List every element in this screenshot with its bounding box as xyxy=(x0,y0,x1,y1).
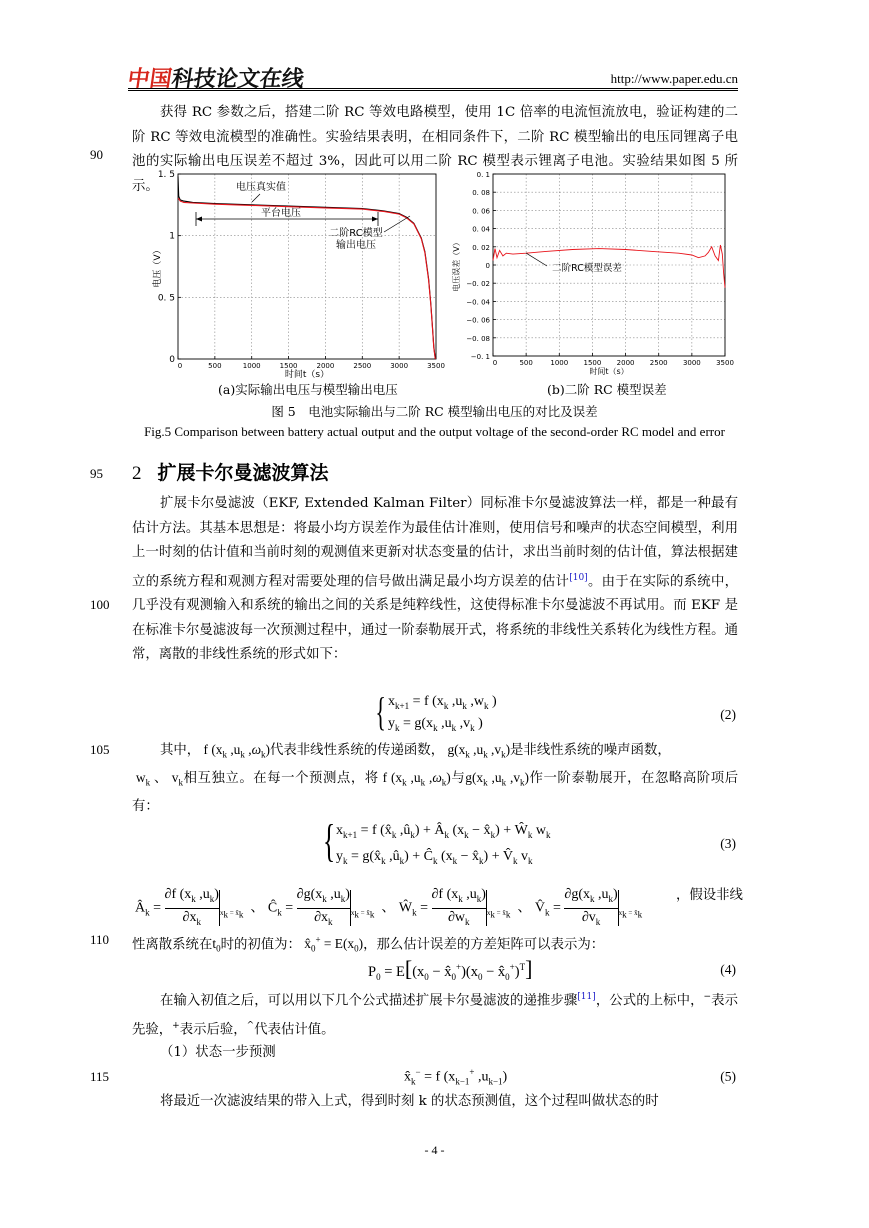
y-axis-label: 电压误差（V） xyxy=(452,238,461,292)
x-axis-label: 时间t（s） xyxy=(284,370,330,380)
equation-3-line-1: $x_{k+1} = f$ ($x̂_k$ $,û_k$) + $Â_k$ ($x_k$ − $x̂_k$) + $Ŵ_k$ $w_k$ xyxy=(336,823,551,840)
paragraph-3: 其中， f ($x_k$ $,u_k$ $,\omega_k$)代表非线性系统的传递函数， $g(x_k$ $,u_k$ $,v_k$)是非线性系统的噪声函数， xyxy=(160,742,671,760)
y-tick-label: 0. 5 xyxy=(157,293,175,304)
x-tick-label: 3000 xyxy=(682,359,701,367)
x-tick-label: 500 xyxy=(208,362,222,370)
x-tick-label: 2000 xyxy=(316,362,335,370)
line-number-105: 105 xyxy=(90,742,110,757)
x-tick-label: 2500 xyxy=(353,362,372,370)
paragraph-6: 在输入初值之后，可以用以下几个公式描述扩展卡尔曼滤波的递推步骤[11]，公式的上标中，−表示先验，+表示后验，^代表估计值。 xyxy=(132,992,739,1038)
equation-4: $P_0 = E[(x_0$ − $x̂_0^+)(x_0$ − $x̂_0^+)^T$] xyxy=(368,956,533,982)
y-tick-label: 0 xyxy=(485,262,490,270)
figure-subcaption-b: (b)二阶 RC 模型误差 xyxy=(547,382,667,397)
y-tick-label: −0. 08 xyxy=(466,334,490,343)
x-tick-label: 3000 xyxy=(390,362,409,370)
series-line xyxy=(178,199,435,359)
annotation-arrow xyxy=(252,194,260,202)
x-tick-label: 1000 xyxy=(550,359,569,367)
y-tick-label: −0. 06 xyxy=(466,316,490,325)
page-number: - 4 - xyxy=(424,1143,445,1157)
x-tick-label: 1500 xyxy=(583,359,602,367)
line-number-110: 110 xyxy=(90,932,110,947)
equation-2-line-2: $y_k = g(x_k$ $,u_k$ $,v_k$ ) xyxy=(388,716,483,733)
equation-5-number: (5) xyxy=(720,1069,736,1084)
equation-2-number: (2) xyxy=(720,707,736,722)
paragraph-5: 性离散系统在$t_0$时的初值为： $x̂_0^+ = E(x_0)$，那么估计误差的方差矩阵可以表示为： xyxy=(132,935,605,955)
jacobian-definitions: $Â_k$ = $\frac{\partial f (x_k ,u_k)}{\partial x_k}$ $_{x_k = x̂_k}$ 、 $Ĉ_k$ = $\frac{\partial g(x_k ,u_k)}{\partial x_k}$ $_{x_k = x̂_k}$ 、 $Ŵ_k$ = $\frac{\partial f (x_k ,u_k)}{\partial w_k}$ $_{x_k = x̂_k}$ 、 $V̂_k$ = $\frac{\partial g(x_k ,u_k)}{\partial v_k}$ $_{x_k = x̂_k}$ xyxy=(135,887,643,927)
annotation-model-error: 二阶RC模型误差 xyxy=(552,263,622,274)
equation-3-number: (3) xyxy=(720,836,736,851)
equation-5: $x̂_k^- = f$ ($x_{k-1}^+$ $,u_{k-1}$) xyxy=(404,1067,508,1087)
chart-actual-vs-model-voltage xyxy=(148,166,458,381)
x-tick-label: 3500 xyxy=(427,362,445,370)
y-tick-label: 0. 08 xyxy=(472,189,490,198)
annotation-actual-voltage: 电压真实值 xyxy=(236,182,286,193)
line-number-90: 90 xyxy=(90,147,103,162)
plateau-arrow-right xyxy=(372,217,378,222)
y-tick-label: 0. 1 xyxy=(476,171,490,179)
paragraph-3-cont: $w_k$ 、 $v_k$相互独立。在每一个预测点，将 f ($x_k$ $,u_k$ $,\omega_k$)与$g(x_k$ $,u_k$ $,v_k$)作一阶泰勒展开，在忽略高阶项后有： xyxy=(132,770,739,815)
header-rule-thin xyxy=(128,90,738,91)
citation-10[interactable]: [10] xyxy=(569,572,588,583)
annotation-model-line1: 二阶RC模型 xyxy=(329,228,383,239)
x-tick-label: 1500 xyxy=(279,362,298,370)
paragraph-4-tail: ，假设非线 xyxy=(676,888,743,903)
figure-caption-cn: 图 5 电池实际输出与二阶 RC 模型输出电压的对比及误差 xyxy=(271,404,598,419)
annotation-model-line2: 输出电压 xyxy=(336,240,376,251)
annotation-plateau: 平台电压 xyxy=(261,208,301,219)
line-number-95: 95 xyxy=(90,466,103,481)
step-1-heading: （1）状态一步预测 xyxy=(160,1045,276,1060)
x-tick-label: 1000 xyxy=(242,362,261,370)
chart-model-error xyxy=(452,168,752,381)
x-tick-label: 500 xyxy=(519,359,533,367)
figure-subcaption-a: (a)实际输出电压与模型输出电压 xyxy=(218,382,398,397)
annotation-arrow xyxy=(526,253,547,266)
paragraph-7: 将最近一次滤波结果的带入上式，得到时刻 k 的状态预测值，这个过程叫做状态的时 xyxy=(160,1094,659,1109)
citation-11[interactable]: [11] xyxy=(577,992,596,1002)
header-rule xyxy=(128,88,738,89)
x-tick-label: 2000 xyxy=(616,359,635,367)
equation-3-line-2: $y_k$ = $g(x̂_k$ $,û_k$) + $Ĉ_k$ ($x_k$ − $x̂_k$) + $V̂_k$ $v_k$ xyxy=(336,849,533,866)
y-tick-label: 0. 06 xyxy=(472,207,490,216)
y-tick-label: 0 xyxy=(169,355,175,365)
y-tick-label: −0. 04 xyxy=(466,298,490,307)
y-tick-label: −0. 1 xyxy=(470,353,490,361)
y-axis-label: 电压（V） xyxy=(153,245,163,288)
y-tick-label: −0. 02 xyxy=(466,280,490,289)
plateau-arrow-left xyxy=(196,217,202,222)
x-tick-label: 3500 xyxy=(716,359,734,367)
line-number-115: 115 xyxy=(90,1069,110,1084)
x-tick-label: 0 xyxy=(492,359,498,367)
x-tick-label: 2500 xyxy=(649,359,668,367)
brace-eq2: { xyxy=(375,689,386,734)
figure-caption-en: Fig.5 Comparison between battery actual output and the output voltage of the second-order RC model and error xyxy=(144,424,725,439)
site-logo: 中国科技论文在线 xyxy=(125,67,306,92)
y-tick-label: 1 xyxy=(169,231,175,242)
y-tick-label: 1. 5 xyxy=(157,170,175,180)
plot-frame xyxy=(178,174,436,359)
paragraph-1: 获得 RC 参数之后，搭建二阶 RC 等效电路模型，使用 1C 倍率的电流恒流放电，验证构建的二阶 RC 等效电流模型的准确性。实验结果表明，在相同条件下，二阶 RC 模型输出的电压同锂离子电池的实际输出电压误差不超过 3%，因此可以用二阶 RC 模型表示锂离子电池。实验结果如图 5 所示。 xyxy=(132,105,738,194)
y-tick-label: 0. 02 xyxy=(472,243,490,252)
x-tick-label: 0 xyxy=(177,362,183,370)
equation-4-number: (4) xyxy=(720,962,736,977)
y-tick-label: 0. 04 xyxy=(472,225,490,234)
line-number-100: 100 xyxy=(90,597,110,612)
brace-eq3: { xyxy=(322,815,336,866)
paragraph-2: 扩展卡尔曼滤波（EKF, Extended Kalman Filter）同标准卡尔曼滤波算法一样，都是一种最有估计方法。其基本思想是：将最小均方误差作为最佳估计准则，使用信号和噪声的状态空间模型，利用上一时刻的估计值和当前时刻的观测值来更新对状态变量的估计，求出当前时刻的估计值，算法根据建立的系统方程和观测方程对需要处理的信号做出满足最小均方误差的估计[10]。由于在实际的系统中，几乎没有观测输入和系统的输出之间的关系是纯粹线性，这使得标准卡尔曼滤波不再试用。而 EKF 是在标准卡尔曼滤波每一次预测过程中，通过一阶泰勒展开式，将系统的非线性关系转化为线性方程。通常，离散的非线性系统的形式如下： xyxy=(132,496,738,663)
section-heading: 2 扩展卡尔曼滤波算法 xyxy=(132,462,329,484)
header-url[interactable]: http://www.paper.edu.cn xyxy=(610,71,738,86)
x-axis-label: 时间t（s） xyxy=(589,367,629,376)
annotation-arrow xyxy=(384,216,410,232)
equation-2-line-1: $x_{k+1} = f$ ($x_k$ $,u_k$ $,w_k$ ) xyxy=(388,694,497,711)
